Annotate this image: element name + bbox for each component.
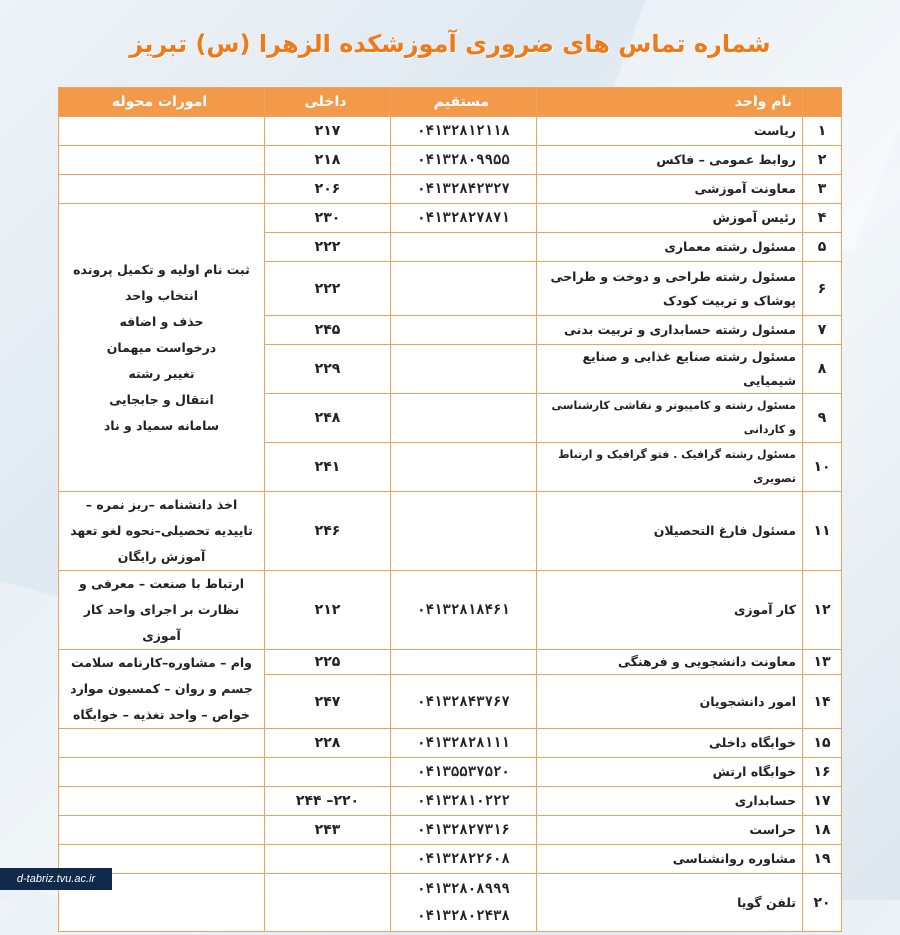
direct-phone[interactable]: ۰۴۱۳۲۸۰۲۴۳۸ — [417, 907, 510, 924]
unit-name: کار آموزی — [537, 571, 803, 650]
unit-name: معاونت آموزشی — [537, 175, 803, 204]
internal-ext — [265, 758, 391, 787]
direct-phone-group — [391, 874, 537, 932]
row-num: ۴ — [803, 204, 842, 233]
table-row — [59, 874, 842, 932]
row-num: ۱۴ — [803, 675, 842, 729]
direct-phone[interactable] — [391, 443, 537, 492]
unit-name: مسئول رشته گرافیک . فتو گرافیک و ارتباط تصویری — [537, 443, 803, 492]
row-num: ۱۰ — [803, 443, 842, 492]
direct-phone[interactable] — [391, 650, 537, 675]
direct-phone[interactable]: ۰۴۱۳۵۵۳۷۵۲۰ — [391, 758, 537, 787]
internal-ext: ۲۲۲ — [265, 262, 391, 316]
affairs-cell — [59, 816, 265, 845]
affairs-line: حذف و اضافه — [119, 313, 204, 329]
direct-phone[interactable] — [391, 316, 537, 345]
unit-name: مشاوره روانشناسی — [537, 845, 803, 874]
direct-phone[interactable]: ۰۴۱۳۲۸۴۲۳۲۷ — [391, 175, 537, 204]
affairs-students: وام – مشاوره–کارنامه سلامت جسم و روان – کمسیون موارد خواص – واحد تغذیه – خوابگاه — [59, 650, 265, 729]
internal-ext: ۲۳۰ — [265, 204, 391, 233]
affairs-cell — [59, 787, 265, 816]
direct-phone[interactable] — [391, 345, 537, 394]
direct-phone[interactable]: ۰۴۱۳۲۸۲۸۱۱۱ — [391, 729, 537, 758]
internal-ext: ۲۲۹ — [265, 345, 391, 394]
unit-name: مسئول رشته طراحی و دوخت و طراحی پوشاک و تربیت کودک — [537, 262, 803, 316]
row-num: ۲ — [803, 146, 842, 175]
row-num: ۳ — [803, 175, 842, 204]
unit-name: تلفن گویا — [537, 874, 803, 932]
internal-ext: ۲۱۸ — [265, 146, 391, 175]
unit-name: مسئول رشته حسابداری و تربیت بدنی — [537, 316, 803, 345]
row-num: ۱۸ — [803, 816, 842, 845]
unit-name: معاونت دانشجویی و فرهنگی — [537, 650, 803, 675]
table-row — [59, 787, 842, 816]
internal-ext: ۲۴۳ — [265, 816, 391, 845]
header-affairs: امورات محوله — [59, 88, 265, 117]
unit-name: مسئول رشته صنایع غذایی و صنایع شیمیایی — [537, 345, 803, 394]
affairs-cell — [59, 729, 265, 758]
table-row — [59, 845, 842, 874]
row-num: ۱۹ — [803, 845, 842, 874]
table-row — [59, 816, 842, 845]
row-num: ۵ — [803, 233, 842, 262]
row-num: ۱۲ — [803, 571, 842, 650]
header-direct: مستقیم — [391, 88, 537, 117]
table-row — [59, 146, 842, 175]
internal-ext: ۲۱۲ — [265, 571, 391, 650]
direct-phone[interactable]: ۰۴۱۳۲۸۲۷۸۷۱ — [391, 204, 537, 233]
unit-name: مسئول رشته معماری — [537, 233, 803, 262]
direct-phone[interactable]: ۰۴۱۳۲۸۱۲۱۱۸ — [391, 117, 537, 146]
table-header — [59, 88, 842, 117]
affairs-internship: ارتباط با صنعت – معرفی و نظارت بر اجرای واحد کار آموزی — [59, 571, 265, 650]
direct-phone[interactable]: ۰۴۱۳۲۸۴۳۷۶۷ — [391, 675, 537, 729]
affairs-line: تغییر رشته — [128, 365, 195, 381]
unit-name: روابط عمومی – فاکس — [537, 146, 803, 175]
contacts-table — [58, 87, 842, 932]
row-num: ۶ — [803, 262, 842, 316]
table-row — [59, 650, 842, 675]
affairs-graduates: اخذ دانشنامه –ریز نمره – تاییدیه تحصیلی–نحوه لغو تعهد آموزش رایگان — [59, 492, 265, 571]
header-name: نام واحد — [537, 88, 803, 117]
affairs-cell — [59, 117, 265, 146]
internal-ext: ۲۱۷ — [265, 117, 391, 146]
unit-name: امور دانشجویان — [537, 675, 803, 729]
affairs-cell — [59, 146, 265, 175]
row-num: ۲۰ — [803, 874, 842, 932]
affairs-cell — [59, 758, 265, 787]
internal-ext: ۲۴۶ — [265, 492, 391, 571]
row-num: ۱۱ — [803, 492, 842, 571]
internal-ext: ۲۰۶ — [265, 175, 391, 204]
unit-name: مسئول فارغ التحصیلان — [537, 492, 803, 571]
direct-phone[interactable]: ۰۴۱۳۲۸۲۷۳۱۶ — [391, 816, 537, 845]
internal-ext: ۲۲۸ — [265, 729, 391, 758]
internal-ext: ۲۴۷ — [265, 675, 391, 729]
row-num: ۱۶ — [803, 758, 842, 787]
direct-phone[interactable]: ۰۴۱۳۲۸۰۸۹۹۹ — [417, 880, 510, 897]
internal-ext: ۲۲۰– ۲۴۴ — [265, 787, 391, 816]
table-row — [59, 492, 842, 571]
row-num: ۱۳ — [803, 650, 842, 675]
table-row — [59, 729, 842, 758]
affairs-line: سامانه سمیاد و ناد — [103, 417, 220, 433]
row-num: ۷ — [803, 316, 842, 345]
unit-name: مسئول رشته و کامپیوتر و نقاشی کارشناسی و کاردانی — [537, 394, 803, 443]
internal-ext: ۲۲۲ — [265, 233, 391, 262]
row-num: ۹ — [803, 394, 842, 443]
header-internal: داخلی — [265, 88, 391, 117]
header-num — [803, 88, 842, 117]
internal-ext: ۲۴۵ — [265, 316, 391, 345]
direct-phone[interactable]: ۰۴۱۳۲۸۱۸۴۶۱ — [391, 571, 537, 650]
page-title: شماره تماس های ضروری آموزشکده الزهرا (س) تبریز — [129, 30, 771, 58]
row-num: ۱۷ — [803, 787, 842, 816]
table-row — [59, 117, 842, 146]
affairs-line: درخواست میهمان — [106, 339, 217, 355]
unit-name: خوابگاه داخلی — [537, 729, 803, 758]
internal-ext: ۲۴۱ — [265, 443, 391, 492]
direct-phone[interactable] — [391, 262, 537, 316]
unit-name: ریاست — [537, 117, 803, 146]
affairs-cell — [59, 175, 265, 204]
internal-ext: ۲۲۵ — [265, 650, 391, 675]
internal-ext — [265, 874, 391, 932]
unit-name: حسابداری — [537, 787, 803, 816]
footer-url[interactable]: d-tabriz.tvu.ac.ir — [0, 868, 112, 890]
direct-phone[interactable]: ۰۴۱۳۲۸۰۹۹۵۵ — [391, 146, 537, 175]
table-row — [59, 758, 842, 787]
internal-ext — [265, 845, 391, 874]
row-num: ۱۵ — [803, 729, 842, 758]
table-row — [59, 204, 842, 233]
table-row — [59, 175, 842, 204]
direct-phone[interactable]: ۰۴۱۳۲۸۲۲۶۰۸ — [391, 845, 537, 874]
internal-ext: ۲۴۸ — [265, 394, 391, 443]
direct-phone[interactable] — [391, 492, 537, 571]
direct-phone[interactable] — [391, 233, 537, 262]
table-row — [59, 571, 842, 650]
unit-name: رئیس آموزش — [537, 204, 803, 233]
affairs-line: انتخاب واحد — [125, 287, 198, 303]
row-num: ۱ — [803, 117, 842, 146]
row-num: ۸ — [803, 345, 842, 394]
unit-name: حراست — [537, 816, 803, 845]
direct-phone[interactable]: ۰۴۱۳۲۸۱۰۲۲۲ — [391, 787, 537, 816]
affairs-line: انتقال و جابجایی — [109, 391, 214, 407]
unit-name: خوابگاه ارتش — [537, 758, 803, 787]
affairs-education — [59, 204, 265, 492]
direct-phone[interactable] — [391, 394, 537, 443]
affairs-line: ثبت نام اولیه و تکمیل پرونده — [73, 261, 250, 277]
